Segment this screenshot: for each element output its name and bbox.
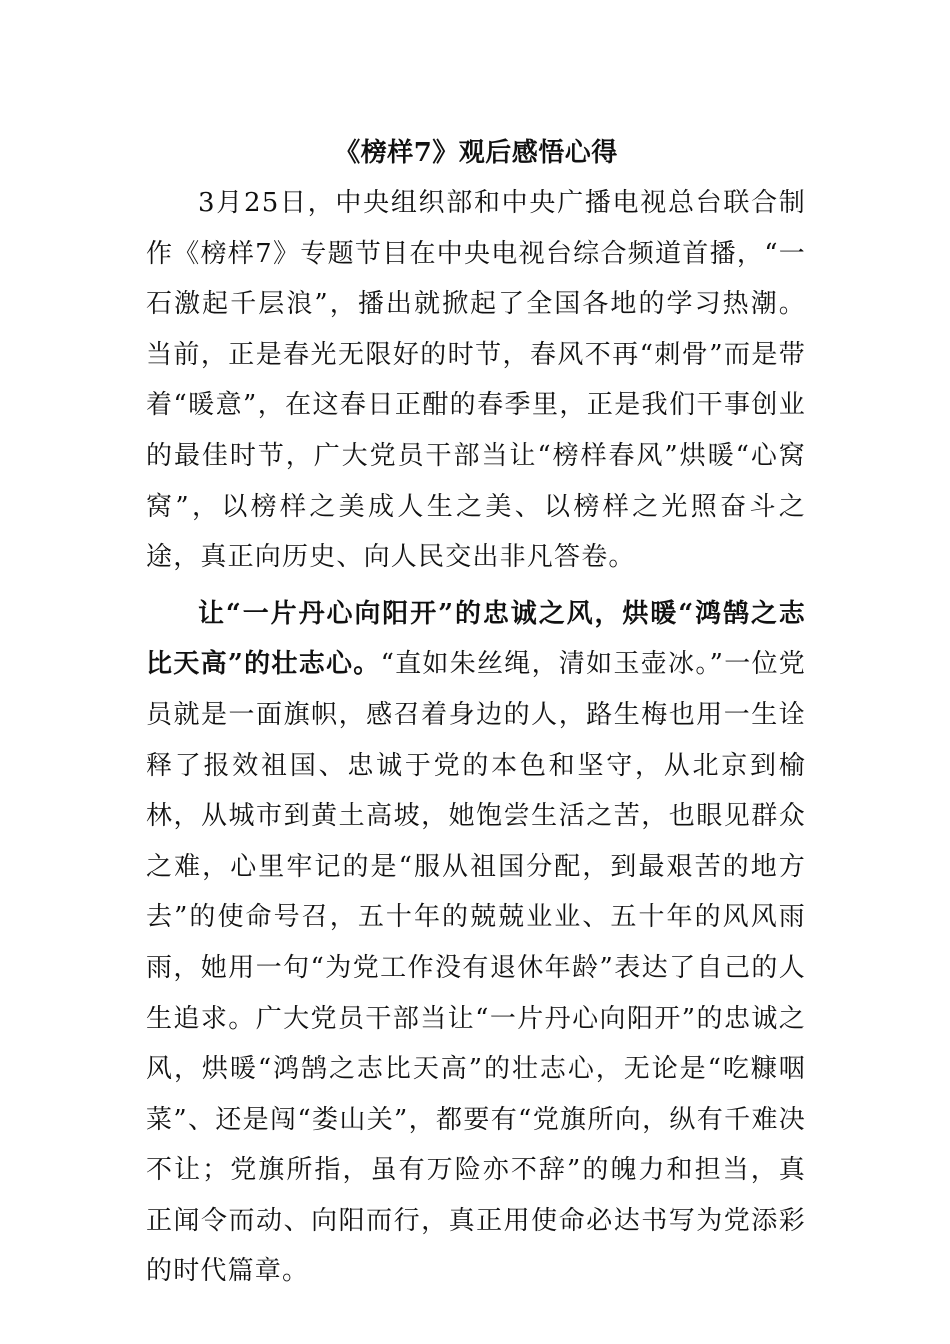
document-body bbox=[146, 128, 806, 1297]
document-title: 《榜样7》观后感悟心得 bbox=[334, 138, 618, 168]
paragraph-intro-text: 3月25日，中央组织部和中央广播电视总台联合制作《榜样7》专题节目在中央电视台综合频道首播，“一石激起千层浪”，播出就掀起了全国各地的学习热潮。当前，正是春光无限好的时节，春风不再“刺骨”而是带着“暖意”，在这春日正酣的春季里，正是我们干事创业的最佳时节，广大党员干部当让“榜样春风”烘暖“心窝窝”，以榜样之美成人生之美、以榜样之光照奋斗之途，真正向历史、向人民交出非凡答卷。 bbox=[146, 188, 806, 573]
paragraph-intro bbox=[146, 178, 806, 583]
paragraph-loyalty-text: “直如朱丝绳，清如玉壶冰。”一位党员就是一面旗帜，感召着身边的人，路生梅也用一生诠释了报效祖国、忠诚于党的本色和坚守，从北京到榆林，从城市到黄土高坡，她饱尝生活之苦，也眼见群众之难，心里牢记的是“服从祖国分配，到最艰苦的地方去”的使命号召，五十年的兢兢业业、五十年的风风雨雨，她用一句“为党工作没有退休年龄”表达了自己的人生追求。广大党员干部当让“一片丹心向阳开”的忠诚之风，烘暖“鸿鹄之志比天高”的壮志心，无论是“吃糠咽菜”、还是闯“娄山关”，都要有“党旗所向，纵有千难决不让；党旗所指，虽有万险亦不辞”的魄力和担当，真正闻令而动、向阳而行，真正用使命必达书写为党添彩的时代篇章。 bbox=[146, 649, 806, 1287]
paragraph-loyalty bbox=[146, 589, 806, 1297]
paragraph-loyalty-heading: 让“一片丹心向阳开”的忠诚之风，烘暖“鸿鹄之志比天高”的壮志心。 bbox=[146, 598, 806, 680]
